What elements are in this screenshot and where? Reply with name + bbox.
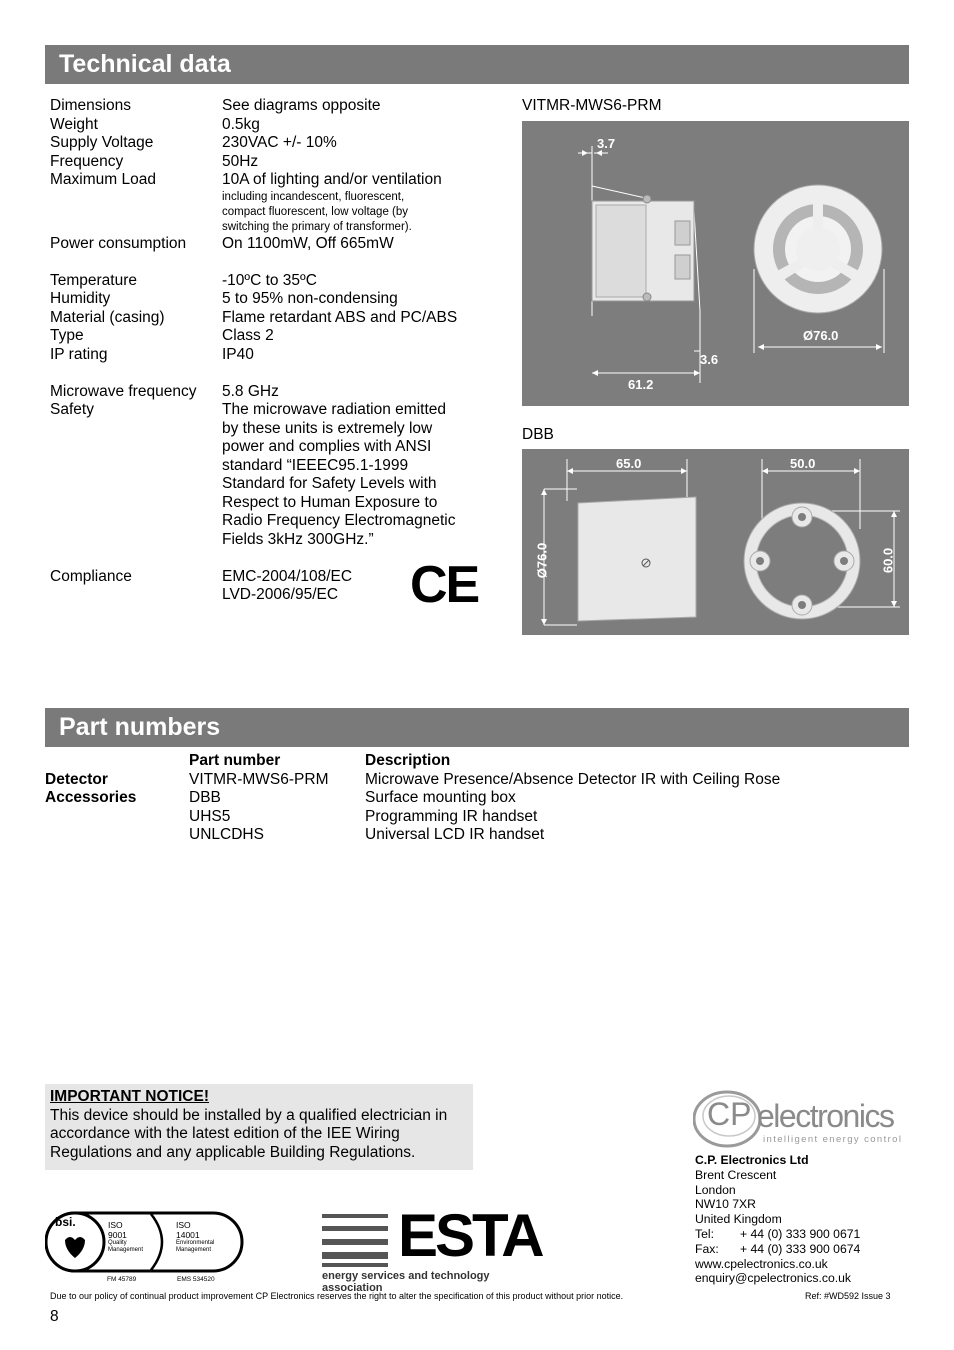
dbb-dimension-diagram: [522, 449, 909, 635]
company-name: C.P. Electronics Ltd: [695, 1153, 809, 1167]
notice-text: This device should be installed by a qualified electrician in accordance with the latest edition of the IEE Wiring Regulations and any applicable Building Regulations.: [50, 1106, 448, 1161]
website-link[interactable]: www.cpelectronics.co.uk: [695, 1256, 828, 1271]
page-number: 8: [50, 1308, 59, 1325]
table-row: UHS5 Programming IR handset: [189, 807, 538, 825]
vitmr-dimension-diagram: [522, 121, 909, 406]
spec-row-power-consumption: Power consumption On 1100mW, Off 665mW: [50, 234, 394, 252]
dim-label-3-6: 3.6: [700, 352, 719, 367]
important-notice: [45, 1084, 473, 1170]
diagram-label-dbb: DBB: [522, 426, 554, 443]
esta-tagline: energy services and technology association: [322, 1270, 490, 1294]
technical-data-heading: Technical data: [45, 45, 909, 84]
bsi-brand: bsi.: [55, 1215, 76, 1229]
table-row: Accessories DBB Surface mounting box: [45, 789, 516, 806]
spec-row-microwave-frequency: Microwave frequency 5.8 GHz: [50, 382, 279, 400]
cp-electronics-logo: [693, 1086, 909, 1148]
table-header: Part number Description: [189, 752, 451, 769]
fax: Fax: + 44 (0) 333 900 0674: [695, 1241, 861, 1256]
spec-row-weight: Weight 0.5kg: [50, 115, 260, 133]
spec-row-compliance: Compliance EMC-2004/108/EC LVD-2006/95/EC: [50, 567, 353, 603]
logo-tagline: intelligent energy control: [763, 1134, 903, 1145]
spec-row-frequency: Frequency 50Hz: [50, 152, 259, 170]
spec-table: [50, 97, 490, 605]
ce-mark: CE: [410, 556, 479, 614]
spec-row-humidity: Humidity 5 to 95% non-condensing: [50, 290, 398, 307]
dim-label-60: 60.0: [880, 547, 896, 574]
spec-row-maximum-load: Maximum Load 10A of lighting and/or ventilation including incandescent, fluorescent, compact fluorescent, low voltage (by switching the primary of transformer).: [50, 171, 442, 233]
spec-row-supply-voltage: Supply Voltage 230VAC +/- 10%: [50, 134, 337, 151]
spec-row-temperature: Temperature -10ºC to 35ºC: [50, 271, 317, 289]
ems-number: EMS 534520: [177, 1276, 215, 1283]
table-row: UNLCDHS Universal LCD IR handset: [189, 826, 545, 843]
diagram-label-vitmr: VITMR-MWS6-PRM: [522, 97, 662, 114]
spec-row-dimensions: Dimensions See diagrams opposite: [50, 97, 381, 114]
document-reference: Ref: #WD592 Issue 3: [805, 1291, 891, 1301]
logo-electronics: electronics: [757, 1098, 894, 1134]
dim-label-61-2: 61.2: [628, 377, 654, 392]
spec-row-material: Material (casing) Flame retardant ABS and PC/ABS: [50, 308, 458, 326]
notice-heading: IMPORTANT NOTICE!: [50, 1088, 210, 1105]
spec-row-ip-rating: IP rating IP40: [50, 345, 254, 363]
part-numbers-heading: Part numbers: [45, 708, 909, 747]
part-numbers-table: [45, 752, 845, 845]
dim-label-diameter-76: Ø76.0: [803, 328, 839, 343]
dim-label-65: 65.0: [616, 456, 642, 471]
company-address: C.P. Electronics Ltd Brent Crescent London NW10 7XR United Kingdom Tel: + 44 (0) 333 900 0671 Fax: + 44 (0) 333 900 0674 www.cpelectronics.co.uk enquiry@cpelectronics.co.uk: [695, 1153, 861, 1286]
email-link[interactable]: enquiry@cpelectronics.co.uk: [695, 1271, 851, 1286]
spec-row-safety: Safety The microwave radiation emitted by these units is extremely low power and complies with ANSI standard “IEEEC95.1-1999 Standard for Safety Levels with Respect to Human Exposure to Radio Frequency Electromagnetic Fields 3kHz 300GHz.”: [50, 401, 456, 548]
disclaimer: Due to our policy of continual product improvement CP Electronics reserves the right to alter the specification of this product without prior notice.: [50, 1291, 624, 1301]
dim-label-3-7: 3.7: [597, 136, 616, 151]
table-row: Detector VITMR-MWS6-PRM Microwave Presence/Absence Detector IR with Ceiling Rose: [45, 770, 781, 788]
fm-number: FM 45789: [107, 1276, 137, 1283]
iso-14001-block: ISO 14001 Environmental Management: [176, 1220, 215, 1253]
maximum-load-note: including incandescent, fluorescent, compact fluorescent, low voltage (by switching the primary of transformer).: [222, 190, 412, 233]
bsi-certification-logo: [45, 1210, 245, 1288]
iso-9001-block: ISO 9001 Quality Management: [108, 1220, 144, 1253]
spec-row-type: Type Class 2: [50, 327, 274, 344]
telephone: Tel: + 44 (0) 333 900 0671: [695, 1226, 861, 1241]
logo-cp: CP: [707, 1096, 752, 1132]
dim-label-50: 50.0: [790, 456, 816, 471]
esta-name: ESTA: [398, 1202, 542, 1269]
esta-logo: [322, 1202, 552, 1294]
dim-label-diameter-76-vertical: Ø76.0: [534, 542, 550, 579]
